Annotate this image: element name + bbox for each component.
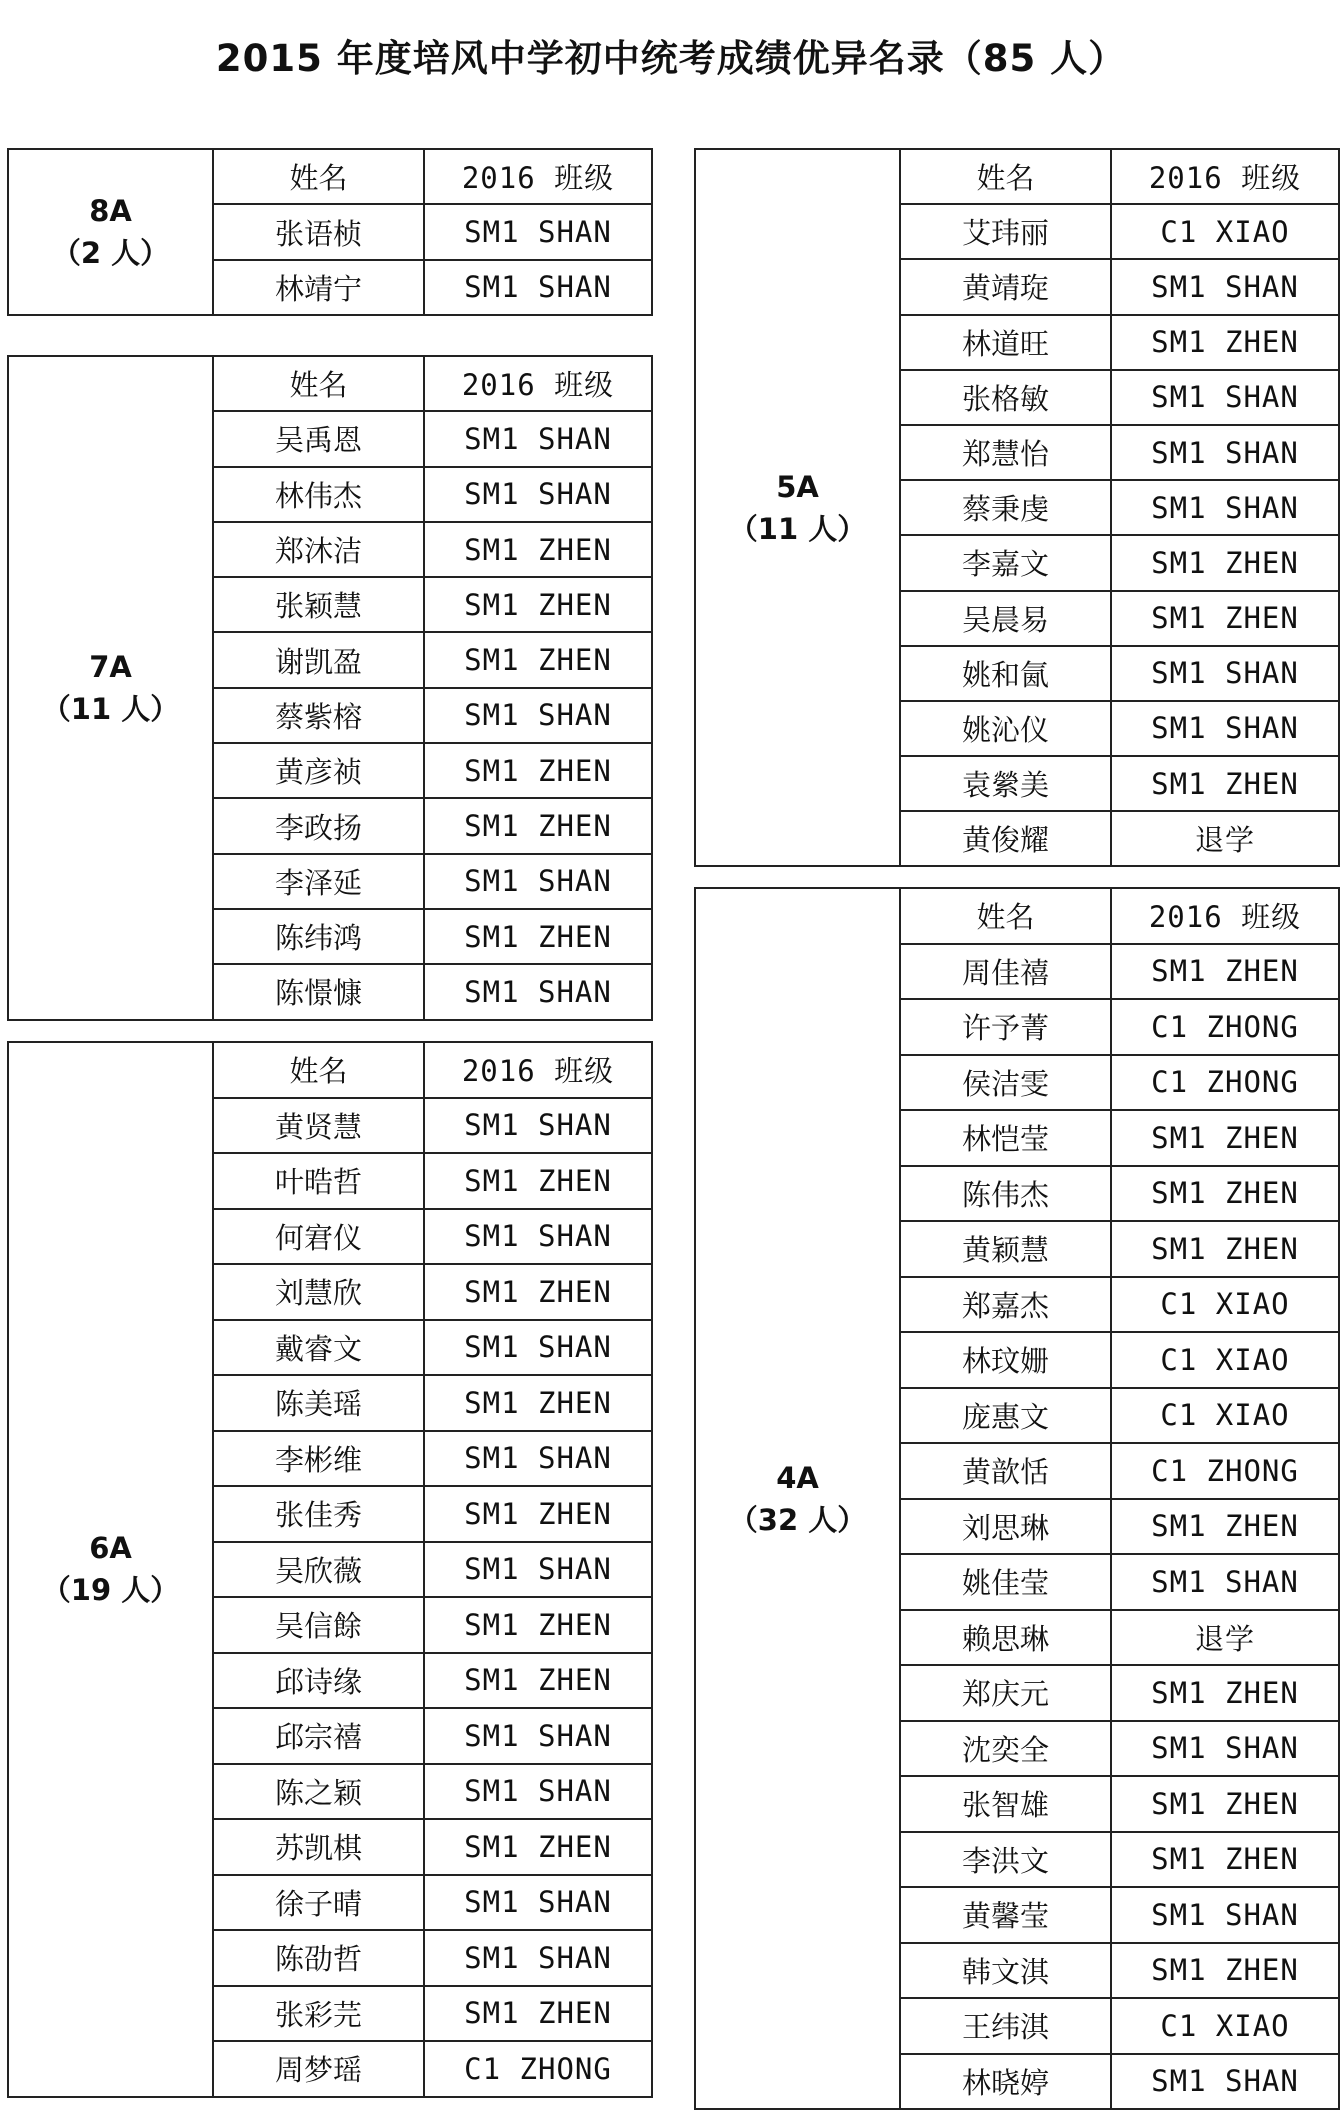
student-class: SM1 ZHEN: [424, 798, 652, 853]
student-name: 戴睿文: [213, 1320, 424, 1376]
header-class: 2016 班级: [1111, 149, 1339, 204]
student-name: 林恺莹: [900, 1110, 1111, 1166]
student-class: SM1 ZHEN: [424, 1264, 652, 1320]
student-name: 黄靖琁: [900, 259, 1111, 314]
student-class: SM1 SHAN: [424, 260, 652, 315]
student-class: SM1 ZHEN: [1111, 1499, 1339, 1555]
student-class: SM1 SHAN: [424, 1764, 652, 1820]
student-class: SM1 SHAN: [1111, 370, 1339, 425]
page-title: 2015 年度培风中学初中统考成绩优异名录（85 人）: [215, 37, 1127, 80]
student-class: SM1 ZHEN: [424, 1597, 652, 1653]
header-name: 姓名: [900, 888, 1111, 944]
student-name: 姚沁仪: [900, 701, 1111, 756]
student-class: SM1 SHAN: [424, 411, 652, 466]
student-name: 黄歆恬: [900, 1443, 1111, 1499]
student-name: 郑慧怡: [900, 425, 1111, 480]
student-name: 王纬淇: [900, 1998, 1111, 2054]
student-name: 黄颖慧: [900, 1221, 1111, 1277]
student-class: SM1 ZHEN: [424, 1153, 652, 1209]
grade-name: 6A: [89, 1531, 132, 1566]
header-name: 姓名: [213, 149, 424, 204]
student-name: 姚佳莹: [900, 1554, 1111, 1610]
student-name: 周梦瑶: [213, 2041, 424, 2097]
student-class: C1 XIAO: [1111, 1998, 1339, 2054]
student-class: SM1 SHAN: [1111, 480, 1339, 535]
student-name: 赖思琳: [900, 1610, 1111, 1666]
student-name: 苏凯棋: [213, 1819, 424, 1875]
student-class: SM1 ZHEN: [424, 632, 652, 687]
student-name: 郑沐洁: [213, 522, 424, 577]
student-class: SM1 ZHEN: [1111, 1110, 1339, 1166]
grade-name: 4A: [776, 1460, 819, 1495]
student-class: SM1 SHAN: [1111, 1721, 1339, 1777]
student-name: 张彩芫: [213, 1986, 424, 2042]
student-class: SM1 ZHEN: [424, 743, 652, 798]
student-name: 林晓婷: [900, 2054, 1111, 2110]
grade-label: [695, 149, 900, 866]
student-name: 陈憬慷: [213, 964, 424, 1019]
student-class: SM1 ZHEN: [424, 1375, 652, 1431]
student-name: 陈纬鸿: [213, 909, 424, 964]
student-name: 黄俊耀: [900, 811, 1111, 866]
student-name: 许予菁: [900, 999, 1111, 1055]
student-name: 邱宗禧: [213, 1708, 424, 1764]
student-class: C1 XIAO: [1111, 1332, 1339, 1388]
grade-label: [8, 356, 213, 1020]
student-class: SM1 ZHEN: [1111, 1776, 1339, 1832]
grade-label: [8, 149, 213, 315]
student-name: 艾玮丽: [900, 204, 1111, 259]
student-name: 叶晧哲: [213, 1153, 424, 1209]
header-name: 姓名: [213, 356, 424, 411]
grade-name: 5A: [776, 469, 819, 504]
header-row: [8, 1042, 652, 1098]
student-class: SM1 ZHEN: [424, 1653, 652, 1709]
student-name: 张佳秀: [213, 1486, 424, 1542]
student-name: 沈奕全: [900, 1721, 1111, 1777]
student-name: 吴禹恩: [213, 411, 424, 466]
student-name: 侯洁雯: [900, 1055, 1111, 1111]
student-class: SM1 SHAN: [424, 467, 652, 522]
student-name: 韩文淇: [900, 1943, 1111, 1999]
student-class: SM1 ZHEN: [424, 1486, 652, 1542]
student-class: SM1 SHAN: [424, 1542, 652, 1598]
header-class: 2016 班级: [424, 1042, 652, 1098]
grade-table-0: [7, 148, 653, 316]
student-class: SM1 SHAN: [1111, 701, 1339, 756]
grade-count: （2 人）: [51, 236, 170, 271]
student-class: SM1 ZHEN: [424, 1819, 652, 1875]
student-class: SM1 SHAN: [424, 688, 652, 743]
student-class: SM1 SHAN: [424, 1875, 652, 1931]
grade-table-3: [694, 148, 1340, 867]
student-class: SM1 ZHEN: [1111, 756, 1339, 811]
student-class: SM1 ZHEN: [424, 577, 652, 632]
student-class: SM1 ZHEN: [1111, 315, 1339, 370]
student-name: 李政扬: [213, 798, 424, 853]
header-row: [695, 149, 1339, 204]
header-class: 2016 班级: [424, 149, 652, 204]
student-class: SM1 SHAN: [1111, 646, 1339, 701]
grade-name: 8A: [89, 194, 132, 229]
grade-count: （11 人）: [41, 691, 180, 726]
student-name: 郑嘉杰: [900, 1277, 1111, 1333]
student-name: 周佳禧: [900, 944, 1111, 1000]
student-name: 谢凯盈: [213, 632, 424, 687]
grade-table-1: [7, 355, 653, 1021]
student-class: C1 ZHONG: [1111, 999, 1339, 1055]
student-class: C1 ZHONG: [424, 2041, 652, 2097]
student-name: 李嘉文: [900, 535, 1111, 590]
student-name: 郑庆元: [900, 1665, 1111, 1721]
student-name: 林伟杰: [213, 467, 424, 522]
student-class: C1 ZHONG: [1111, 1055, 1339, 1111]
student-class: 退学: [1111, 1610, 1339, 1666]
student-name: 李洪文: [900, 1832, 1111, 1888]
student-name: 姚和氤: [900, 646, 1111, 701]
student-class: SM1 SHAN: [424, 964, 652, 1019]
student-class: SM1 SHAN: [1111, 2054, 1339, 2110]
student-name: 林玟姗: [900, 1332, 1111, 1388]
student-class: SM1 SHAN: [424, 1098, 652, 1154]
grade-label: [8, 1042, 213, 2097]
student-name: 林靖宁: [213, 260, 424, 315]
header-name: 姓名: [900, 149, 1111, 204]
student-class: SM1 ZHEN: [1111, 1665, 1339, 1721]
student-class: SM1 ZHEN: [424, 522, 652, 577]
header-row: [8, 149, 652, 204]
student-class: SM1 SHAN: [424, 1431, 652, 1487]
student-class: SM1 ZHEN: [1111, 535, 1339, 590]
student-class: SM1 SHAN: [1111, 1554, 1339, 1610]
student-name: 黄彦祯: [213, 743, 424, 798]
student-name: 蔡秉虔: [900, 480, 1111, 535]
student-class: SM1 SHAN: [424, 1930, 652, 1986]
header-name: 姓名: [213, 1042, 424, 1098]
student-name: 邱诗缘: [213, 1653, 424, 1709]
student-class: SM1 ZHEN: [1111, 591, 1339, 646]
student-name: 蔡紫榕: [213, 688, 424, 743]
student-name: 陈劭哲: [213, 1930, 424, 1986]
student-name: 刘慧欣: [213, 1264, 424, 1320]
student-name: 徐子晴: [213, 1875, 424, 1931]
student-name: 吴欣薇: [213, 1542, 424, 1598]
student-class: SM1 SHAN: [1111, 425, 1339, 480]
student-name: 陈美瑶: [213, 1375, 424, 1431]
student-class: SM1 ZHEN: [424, 909, 652, 964]
student-name: 陈伟杰: [900, 1166, 1111, 1222]
student-name: 庞惠文: [900, 1388, 1111, 1444]
student-class: SM1 ZHEN: [1111, 944, 1339, 1000]
student-name: 袁縈美: [900, 756, 1111, 811]
header-row: [695, 888, 1339, 944]
grade-count: （19 人）: [41, 1573, 180, 1608]
student-class: C1 ZHONG: [1111, 1443, 1339, 1499]
student-name: 陈之颖: [213, 1764, 424, 1820]
grade-name: 7A: [89, 649, 132, 684]
student-class: SM1 SHAN: [424, 854, 652, 909]
student-name: 刘思琳: [900, 1499, 1111, 1555]
student-name: 林道旺: [900, 315, 1111, 370]
student-class: SM1 ZHEN: [1111, 1221, 1339, 1277]
student-name: 吴晨易: [900, 591, 1111, 646]
header-row: [8, 356, 652, 411]
student-class: SM1 ZHEN: [1111, 1943, 1339, 1999]
student-name: 黄贤慧: [213, 1098, 424, 1154]
grade-table-2: [7, 1041, 653, 2098]
student-class: C1 XIAO: [1111, 1277, 1339, 1333]
grade-label: [695, 888, 900, 2109]
grade-count: （11 人）: [728, 511, 867, 546]
student-class: SM1 ZHEN: [424, 1986, 652, 2042]
student-class: SM1 ZHEN: [1111, 1166, 1339, 1222]
student-class: SM1 SHAN: [424, 204, 652, 259]
student-name: 张格敏: [900, 370, 1111, 425]
student-class: C1 XIAO: [1111, 1388, 1339, 1444]
student-class: C1 XIAO: [1111, 204, 1339, 259]
student-name: 李泽延: [213, 854, 424, 909]
header-class: 2016 班级: [1111, 888, 1339, 944]
student-class: 退学: [1111, 811, 1339, 866]
student-name: 李彬维: [213, 1431, 424, 1487]
student-class: SM1 SHAN: [1111, 259, 1339, 314]
student-name: 张语桢: [213, 204, 424, 259]
student-class: SM1 SHAN: [1111, 1887, 1339, 1943]
student-name: 黄馨莹: [900, 1887, 1111, 1943]
student-class: SM1 SHAN: [424, 1708, 652, 1764]
header-class: 2016 班级: [424, 356, 652, 411]
student-name: 张智雄: [900, 1776, 1111, 1832]
grade-table-4: [694, 887, 1340, 2110]
student-name: 何宭仪: [213, 1209, 424, 1265]
grade-count: （32 人）: [728, 1502, 867, 1537]
student-class: SM1 SHAN: [424, 1320, 652, 1376]
student-class: SM1 SHAN: [424, 1209, 652, 1265]
student-class: SM1 ZHEN: [1111, 1832, 1339, 1888]
student-name: 吴信餘: [213, 1597, 424, 1653]
student-name: 张颖慧: [213, 577, 424, 632]
